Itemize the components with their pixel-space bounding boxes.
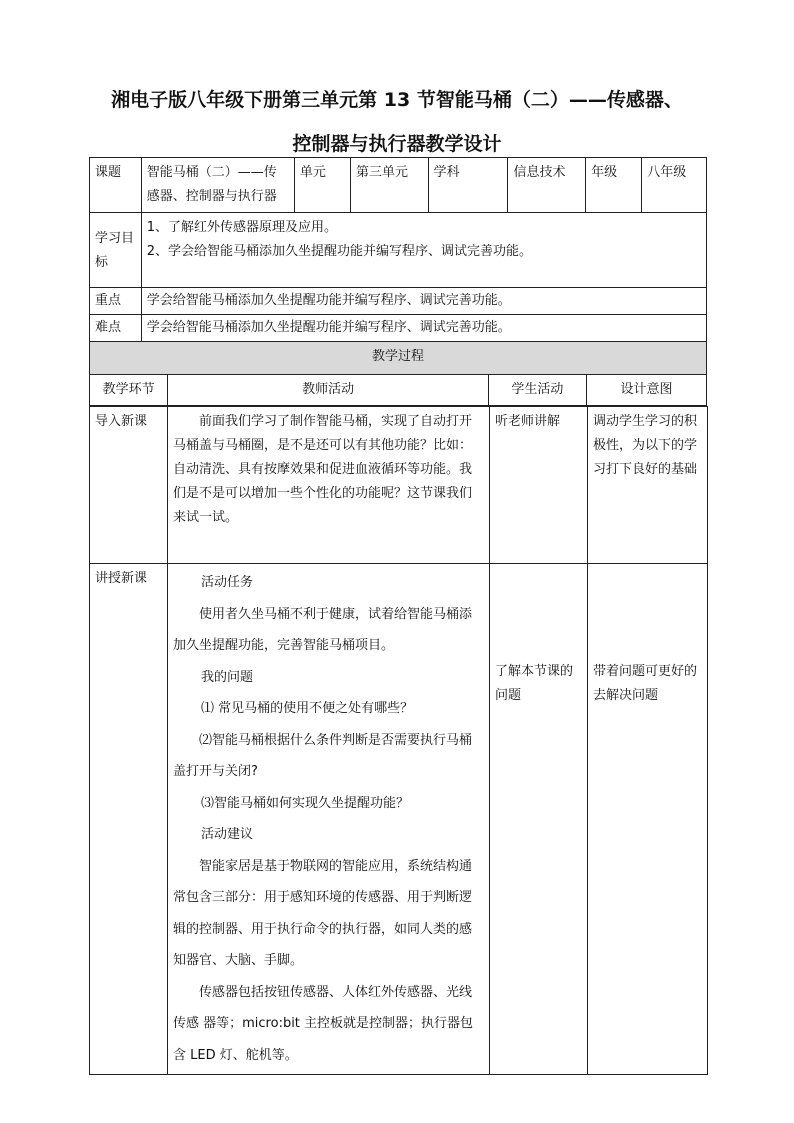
task-title: 活动任务 — [201, 575, 254, 590]
document-title — [90, 78, 704, 166]
advice-body: 智能家居是基于物联网的智能应用，系统结构通常包含三部分：用于感知环境的传感器、用于判断逻辑的控制器、用于执行命令的执行器，如同人类的感知器官、大脑、手脚。 — [173, 858, 473, 968]
difficulty-label: 难点 — [90, 315, 142, 342]
student-new: 了解本节课的问题 — [490, 564, 588, 1075]
grade-value: 八年级 — [642, 158, 707, 213]
info-row — [90, 158, 707, 213]
question-2: ⑵智能马桶根据什么条件判断是否需要执行马桶盖打开与关闭? — [173, 732, 473, 779]
key-point-label: 重点 — [90, 288, 142, 315]
unit-value: 第三单元 — [351, 158, 429, 213]
intent-new: 带着问题可更好的去解决问题 — [588, 564, 708, 1075]
column-stage: 教学环节 — [90, 375, 168, 405]
process-row-new — [90, 564, 708, 1075]
key-point-row — [90, 288, 707, 315]
topic-value: 智能马桶（二）——传感器、控制器与执行器 — [141, 158, 294, 213]
question-title: 我的问题 — [201, 669, 254, 685]
grade-label: 年级 — [586, 158, 642, 213]
goal-item-1: 1、了解红外传感器原理及应用。 — [146, 220, 338, 235]
teacher-intro: 前面我们学习了制作智能马桶，实现了自动打开马桶盖与马桶圈，是不是还可以有其他功能？比如：自动清洗、具有按摩效果和促进血液循环等功能。我们是不是可以增加一些个性化的功能呢？这节课我们来试一试。 — [168, 407, 490, 564]
student-intro: 听老师讲解 — [490, 407, 588, 564]
difficulty-row — [90, 315, 707, 342]
lesson-plan-table — [89, 157, 707, 406]
intent-intro: 调动学生学习的积极性，为以下的学习打下良好的基础 — [588, 407, 708, 564]
goals-label: 学习目标 — [90, 213, 142, 288]
process-row-intro — [90, 407, 708, 564]
column-intent: 设计意图 — [620, 382, 673, 397]
task-body: 使用者久坐马桶不利于健康，试着给智能马桶添加久坐提醒功能，完善智能马桶项目。 — [173, 606, 473, 653]
goals-content — [141, 213, 706, 288]
stage-new: 讲授新课 — [90, 564, 168, 1075]
stage-intro: 导入新课 — [90, 407, 168, 564]
column-teacher: 教师活动 — [168, 375, 488, 405]
process-columns-row — [90, 375, 707, 406]
subject-value: 信息技术 — [508, 158, 586, 213]
advice-title: 活动建议 — [201, 827, 254, 842]
goal-item-2: 2、学会给智能马桶添加久坐提醒功能并编写程序、调试完善功能。 — [146, 244, 533, 259]
process-columns-cell — [90, 375, 707, 406]
topic-label: 课题 — [90, 158, 142, 213]
question-3: ⑶智能马桶如何实现久坐提醒功能？ — [201, 795, 410, 811]
subject-label: 学科 — [428, 158, 508, 213]
question-1: ⑴ 常见马桶的使用不便之处有哪些？ — [201, 701, 414, 716]
key-point-value: 学会给智能马桶添加久坐提醒功能并编写程序、调试完善功能。 — [141, 288, 706, 315]
sensor-body: 传感器包括按钮传感器、人体红外传感器、光线传感 器等；micro:bit 主控板就是控制器；执行器包含 LED 灯、舵机等。 — [173, 984, 474, 1063]
teacher-new — [168, 564, 490, 1075]
title-line-2: 控制器与执行器教学设计 — [292, 133, 502, 155]
difficulty-value: 学会给智能马桶添加久坐提醒功能并编写程序、调试完善功能。 — [141, 315, 706, 342]
goals-row — [90, 213, 707, 288]
process-header: 教学过程 — [90, 342, 707, 375]
column-student: 学生活动 — [489, 375, 587, 405]
title-line-1: 湘电子版八年级下册第三单元第 13 节智能马桶（二）——传感器、 — [111, 89, 683, 111]
unit-label: 单元 — [294, 158, 350, 213]
process-header-row — [90, 342, 707, 375]
process-table — [89, 406, 708, 1075]
